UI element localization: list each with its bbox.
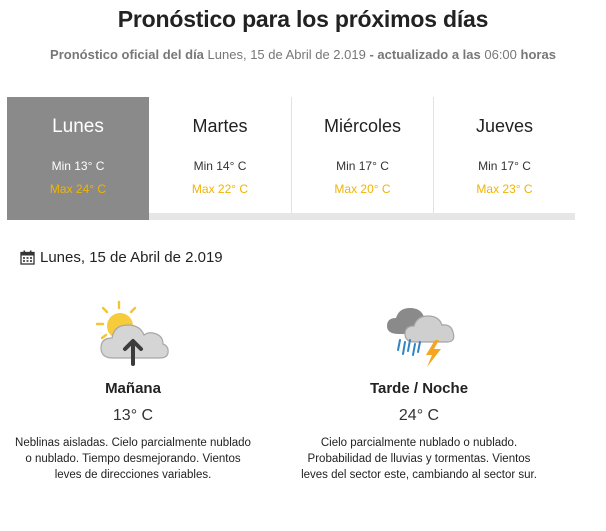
tab-min-temp: Min 14° C (193, 159, 247, 173)
period-afternoon-night (299, 298, 539, 483)
calendar-icon (20, 250, 35, 265)
period-description: Cielo parcialmente nublado o nublado. Probabilidad de lluvias y tormentas. Vientos leves del sector este, cambiando al sector sur. (301, 437, 537, 481)
tab-max-temp: Max 20° C (334, 182, 391, 196)
tab-min-temp: Min 13° C (51, 159, 105, 173)
tab-lunes[interactable] (7, 97, 149, 220)
subtitle-date: Lunes, 15 de Abril de 2.019 (207, 47, 366, 62)
subtitle-time: 06:00 (484, 47, 517, 62)
tab-day-name: Miércoles (323, 116, 402, 136)
subtitle-label-hours: horas (520, 47, 556, 62)
period-temp: 13° C (112, 407, 154, 424)
tab-day-name: Lunes (52, 116, 104, 137)
subtitle-label-updated: - actualizado a las (369, 47, 481, 62)
tab-day-name: Jueves (475, 116, 534, 136)
day-tabs (7, 97, 575, 220)
tab-jueves[interactable] (433, 97, 575, 213)
partly-cloudy-worsening-icon (95, 298, 171, 368)
tab-martes[interactable] (149, 97, 291, 213)
tab-day-name: Martes (192, 116, 248, 136)
page-title: Pronóstico para los próximos días (117, 6, 489, 32)
tab-max-temp: Max 24° C (49, 182, 107, 196)
detail-date: Lunes, 15 de Abril de 2.019 (40, 249, 223, 266)
thunderstorm-rain-icon (381, 298, 457, 368)
tab-max-temp: Max 22° C (191, 182, 249, 196)
period-description: Neblinas aisladas. Cielo parcialmente nublado o nublado. Tiempo desmejorando. Vientos leves de direcciones variables. (15, 437, 251, 481)
tab-min-temp: Min 17° C (336, 159, 389, 173)
tab-miercoles[interactable] (291, 97, 433, 213)
subtitle-label-official: Pronóstico oficial del día (50, 47, 204, 62)
period-label: Mañana (105, 380, 161, 397)
detail-date-line (20, 249, 223, 266)
tab-max-temp: Max 23° C (476, 182, 533, 196)
period-label: Tarde / Noche (369, 380, 469, 397)
tab-min-temp: Min 17° C (478, 159, 531, 173)
period-temp: 24° C (398, 407, 440, 424)
period-morning (13, 298, 253, 483)
forecast-subtitle (0, 47, 606, 62)
